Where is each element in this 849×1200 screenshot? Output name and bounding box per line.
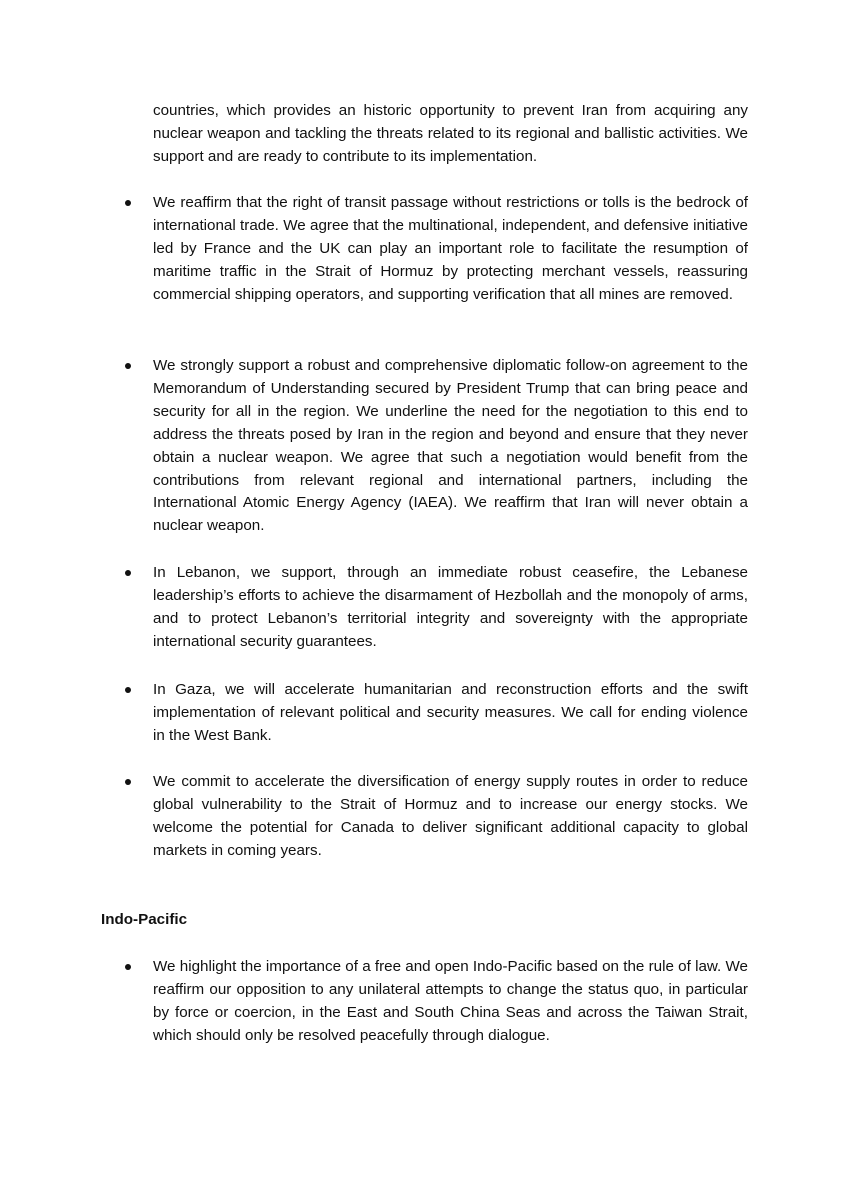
bullet-item-indo-pacific: We highlight the importance of a free and open Indo-Pacific based on the rule of law. We reaffirm our opposition to any unilateral attempts to change the status quo, in particular by force or coercion, in the East and South China Seas and across the Taiwan Strait, which should only be resolved peacefully through dialogue. <box>153 958 748 1044</box>
bullet-item-lebanon: In Lebanon, we support, through an immediate robust ceasefire, the Lebanese leadership’s efforts to achieve the disarmament of Hezbollah and the monopoly of arms, and to protect Lebanon’s territorial integrity and sovereignty with the appropriate international security guarantees. <box>153 564 748 650</box>
bullet-icon <box>125 192 135 206</box>
bullet-item-diplomatic-agreement: We strongly support a robust and comprehensive diplomatic follow-on agreement to the Memorandum of Understanding secured by President Trump that can bring peace and security for all in the region. We underline the need for the negotiation to this end to address the threats posed by Iran in the region and beyond and ensure that they never obtain a nuclear weapon. We agree that such a negotiation would benefit from the contributions from relevant regional and international partners, including the International Atomic Energy Agency (IAEA). We reaffirm that Iran will never obtain a nuclear weapon. <box>153 357 748 535</box>
bullet-item-gaza: In Gaza, we will accelerate humanitarian and reconstruction efforts and the swift implementation of relevant political and security measures. We call for ending violence in the West Bank. <box>153 681 748 744</box>
bullet-icon <box>125 956 135 970</box>
bullet-icon <box>125 355 135 369</box>
section-heading-indo-pacific: Indo-Pacific <box>101 911 188 928</box>
continuation-paragraph: countries, which provides an historic opportunity to prevent Iran from acquiring any nuclear weapon and tackling the threats related to its regional and ballistic activities. We support and are ready to contribute to its implementation. <box>153 102 748 165</box>
bullet-icon <box>125 562 135 576</box>
bullet-item-energy: We commit to accelerate the diversification of energy supply routes in order to reduce global vulnerability to the Strait of Hormuz and to increase our energy stocks. We welcome the potential for Canada to deliver significant additional capacity to global markets in coming years. <box>153 773 748 859</box>
bullet-icon <box>125 679 135 693</box>
bullet-icon <box>125 771 135 785</box>
bullet-item-transit-passage: We reaffirm that the right of transit passage without restrictions or tolls is the bedrock of international trade. We agree that the multinational, independent, and defensive initiative led by France and the UK can play an important role to facilitate the resumption of maritime traffic in the Strait of Hormuz by protecting merchant vessels, reassuring commercial shipping operators, and supporting verification that all mines are removed. <box>153 194 748 303</box>
